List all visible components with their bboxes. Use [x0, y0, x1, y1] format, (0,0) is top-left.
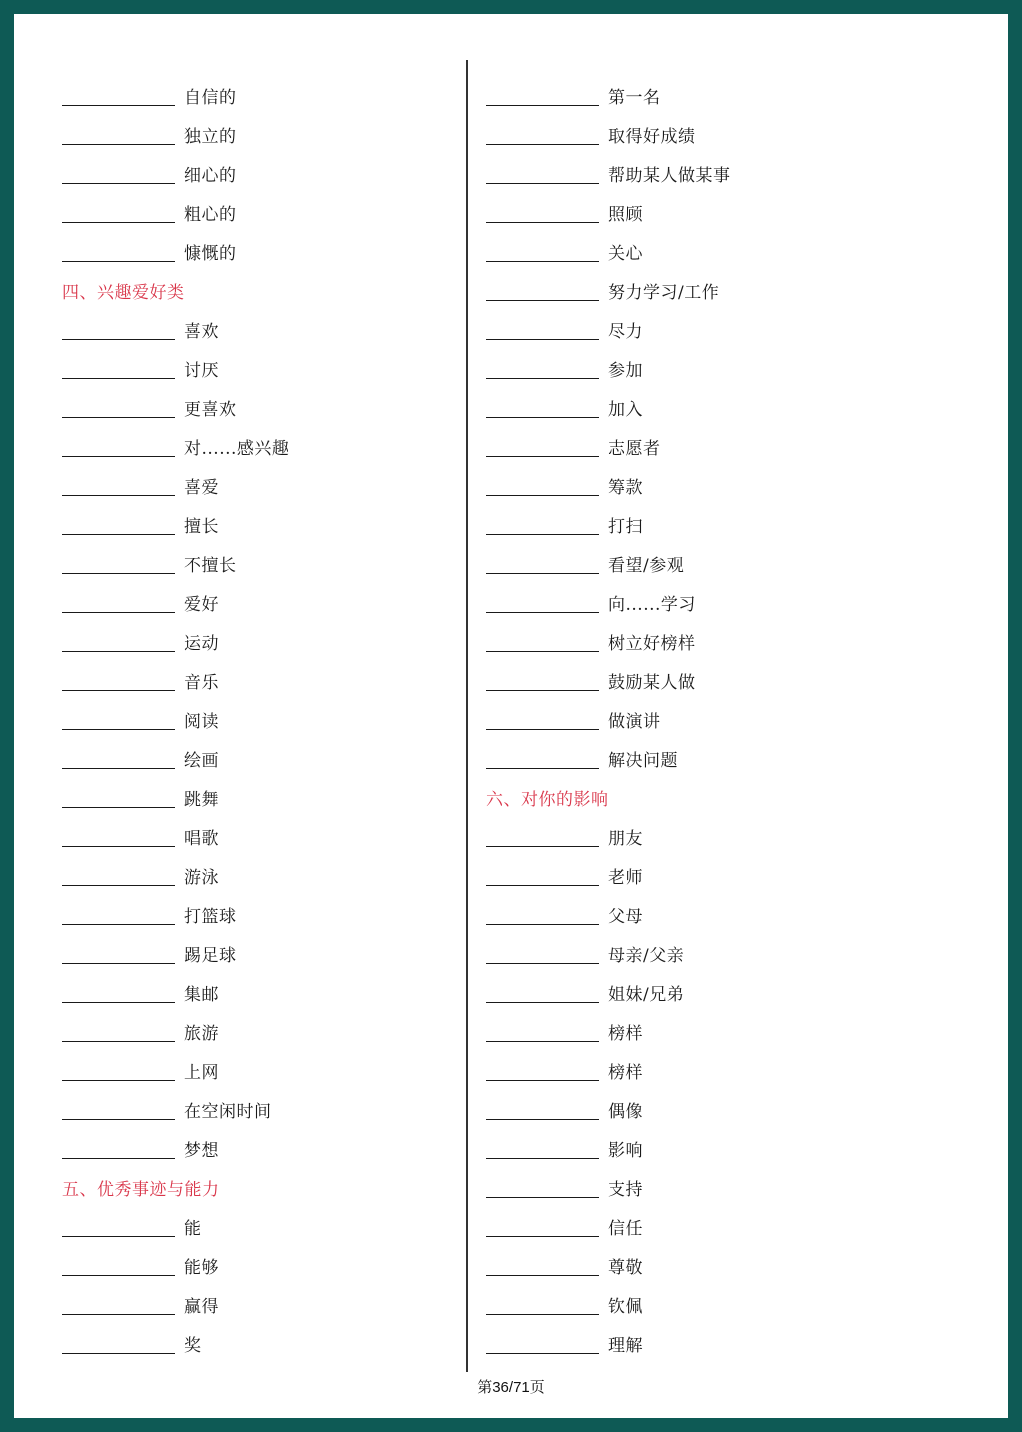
page-number: 第36/71页: [477, 1379, 545, 1396]
vocab-term: 更喜欢: [184, 400, 237, 420]
vocab-term: 讨厌: [184, 361, 219, 381]
vocab-row: [486, 856, 906, 895]
vocab-term: 集邮: [184, 985, 219, 1005]
vocab-row: [486, 154, 906, 193]
vocab-row: [486, 349, 906, 388]
answer-blank[interactable]: [62, 515, 175, 535]
vocab-term: 擅长: [184, 517, 219, 537]
vocab-row: [62, 505, 452, 544]
vocab-row: [62, 1012, 452, 1051]
answer-blank[interactable]: [62, 164, 175, 184]
vocab-row: [62, 778, 452, 817]
answer-blank[interactable]: [62, 1295, 175, 1315]
vocab-term: 打篮球: [184, 907, 237, 927]
answer-blank[interactable]: [486, 242, 599, 262]
vocab-row: [486, 1051, 906, 1090]
answer-blank[interactable]: [486, 944, 599, 964]
answer-blank[interactable]: [486, 749, 599, 769]
answer-blank[interactable]: [62, 359, 175, 379]
vocab-row: [62, 76, 452, 115]
vocab-row: [62, 1207, 452, 1246]
answer-blank[interactable]: [62, 983, 175, 1003]
vocab-term: 榜样: [608, 1063, 643, 1083]
vocab-term: 树立好榜样: [608, 634, 696, 654]
section-heading: [62, 271, 452, 310]
answer-blank[interactable]: [62, 905, 175, 925]
answer-blank[interactable]: [62, 554, 175, 574]
vocab-term: 独立的: [184, 127, 237, 147]
answer-blank[interactable]: [486, 86, 599, 106]
vocab-term: 粗心的: [184, 205, 237, 225]
vocab-term: 解决问题: [608, 751, 678, 771]
vocab-term: 奖: [184, 1336, 202, 1356]
vocab-row: [62, 1051, 452, 1090]
vocab-row: [62, 973, 452, 1012]
vocab-term: 喜欢: [184, 322, 219, 342]
vocab-row: [486, 271, 906, 310]
answer-blank[interactable]: [62, 944, 175, 964]
answer-blank[interactable]: [62, 788, 175, 808]
vocab-term: 加入: [608, 400, 643, 420]
vocab-term: 跳舞: [184, 790, 219, 810]
vocab-term: 旅游: [184, 1024, 219, 1044]
vocab-term: 做演讲: [608, 712, 661, 732]
vocab-term: 对......感兴趣: [184, 439, 290, 459]
vocab-term: 第一名: [608, 88, 661, 108]
answer-blank[interactable]: [486, 710, 599, 730]
vocab-row: [62, 1246, 452, 1285]
vocab-row: [486, 193, 906, 232]
vocab-term: 榜样: [608, 1024, 643, 1044]
vocab-row: [486, 739, 906, 778]
vocab-row: [62, 661, 452, 700]
answer-blank[interactable]: [62, 476, 175, 496]
answer-blank[interactable]: [62, 1139, 175, 1159]
vocab-row: [486, 973, 906, 1012]
vocab-term: 喜爱: [184, 478, 219, 498]
vocab-term: 梦想: [184, 1141, 219, 1161]
answer-blank[interactable]: [486, 1334, 599, 1354]
vocab-row: [486, 895, 906, 934]
vocab-row: [62, 1324, 452, 1363]
answer-blank[interactable]: [486, 905, 599, 925]
right-column: [486, 76, 906, 1363]
vocab-term: 尽力: [608, 322, 643, 342]
vocab-term: 能够: [184, 1258, 219, 1278]
vocab-term: 影响: [608, 1141, 643, 1161]
answer-blank[interactable]: [62, 1256, 175, 1276]
answer-blank[interactable]: [486, 125, 599, 145]
vocab-term: 绘画: [184, 751, 219, 771]
vocab-row: [486, 622, 906, 661]
vocab-row: [62, 388, 452, 427]
vocab-row: [486, 310, 906, 349]
column-divider: [466, 60, 468, 1372]
answer-blank[interactable]: [486, 1178, 599, 1198]
vocab-term: 音乐: [184, 673, 219, 693]
vocab-row: [486, 1168, 906, 1207]
vocab-row: [62, 466, 452, 505]
vocab-row: [62, 895, 452, 934]
answer-blank[interactable]: [62, 1022, 175, 1042]
vocab-term: 看望/参观: [608, 556, 685, 576]
vocab-row: [486, 1246, 906, 1285]
vocab-row: [486, 700, 906, 739]
section-heading: [62, 1168, 452, 1207]
answer-blank[interactable]: [486, 398, 599, 418]
section-heading-text: 五、优秀事迹与能力: [62, 1180, 220, 1200]
vocab-row: [486, 1324, 906, 1363]
vocab-row: [62, 1285, 452, 1324]
vocab-term: 慷慨的: [184, 244, 237, 264]
vocab-row: [486, 1285, 906, 1324]
answer-blank[interactable]: [486, 515, 599, 535]
answer-blank[interactable]: [486, 476, 599, 496]
vocab-row: [486, 505, 906, 544]
vocab-row: [486, 115, 906, 154]
vocab-term: 尊敬: [608, 1258, 643, 1278]
answer-blank[interactable]: [62, 866, 175, 886]
vocab-term: 打扫: [608, 517, 643, 537]
answer-blank[interactable]: [486, 359, 599, 379]
vocab-row: [62, 232, 452, 271]
answer-blank[interactable]: [486, 203, 599, 223]
vocab-term: 朋友: [608, 829, 643, 849]
vocab-row: [486, 544, 906, 583]
vocab-term: 母亲/父亲: [608, 946, 685, 966]
vocab-row: [486, 1012, 906, 1051]
vocab-term: 偶像: [608, 1102, 643, 1122]
left-column: [62, 76, 452, 1363]
answer-blank[interactable]: [62, 1217, 175, 1237]
vocab-row: [486, 817, 906, 856]
vocab-row: [486, 1129, 906, 1168]
vocab-term: 志愿者: [608, 439, 661, 459]
answer-blank[interactable]: [62, 398, 175, 418]
vocab-term: 游泳: [184, 868, 219, 888]
vocab-term: 踢足球: [184, 946, 237, 966]
answer-blank[interactable]: [486, 1256, 599, 1276]
vocab-term: 向......学习: [608, 595, 696, 615]
answer-blank[interactable]: [62, 242, 175, 262]
answer-blank[interactable]: [62, 86, 175, 106]
vocab-row: [62, 622, 452, 661]
section-heading: [486, 778, 906, 817]
answer-blank[interactable]: [62, 125, 175, 145]
vocab-term: 照顾: [608, 205, 643, 225]
answer-blank[interactable]: [62, 320, 175, 340]
section-heading-text: 六、对你的影响: [486, 790, 609, 810]
vocab-term: 筹款: [608, 478, 643, 498]
vocab-row: [486, 427, 906, 466]
vocab-term: 理解: [608, 1336, 643, 1356]
vocab-term: 取得好成绩: [608, 127, 696, 147]
answer-blank[interactable]: [486, 437, 599, 457]
vocab-term: 能: [184, 1219, 202, 1239]
vocab-term: 关心: [608, 244, 643, 264]
answer-blank[interactable]: [486, 593, 599, 613]
vocab-term: 姐妹/兄弟: [608, 985, 685, 1005]
vocab-term: 老师: [608, 868, 643, 888]
section-heading-text: 四、兴趣爱好类: [62, 283, 185, 303]
answer-blank[interactable]: [486, 1217, 599, 1237]
vocab-row: [62, 934, 452, 973]
vocab-term: 赢得: [184, 1297, 219, 1317]
vocab-row: [62, 115, 452, 154]
vocab-term: 钦佩: [608, 1297, 643, 1317]
vocab-term: 鼓励某人做: [608, 673, 696, 693]
answer-blank[interactable]: [62, 827, 175, 847]
answer-blank[interactable]: [62, 203, 175, 223]
vocab-term: 努力学习/工作: [608, 283, 720, 303]
vocab-term: 上网: [184, 1063, 219, 1083]
vocab-row: [486, 934, 906, 973]
vocab-row: [486, 583, 906, 622]
vocab-row: [486, 76, 906, 115]
answer-blank[interactable]: [486, 1139, 599, 1159]
vocab-term: 唱歌: [184, 829, 219, 849]
vocab-row: [62, 817, 452, 856]
vocab-term: 细心的: [184, 166, 237, 186]
answer-blank[interactable]: [62, 749, 175, 769]
answer-blank[interactable]: [62, 1100, 175, 1120]
vocab-row: [486, 661, 906, 700]
vocab-term: 帮助某人做某事: [608, 166, 731, 186]
vocab-term: 父母: [608, 907, 643, 927]
answer-blank[interactable]: [62, 593, 175, 613]
answer-blank[interactable]: [62, 671, 175, 691]
vocab-row: [62, 349, 452, 388]
vocab-row: [62, 193, 452, 232]
vocab-term: 爱好: [184, 595, 219, 615]
vocab-row: [486, 232, 906, 271]
answer-blank[interactable]: [62, 710, 175, 730]
vocab-row: [486, 1207, 906, 1246]
vocab-row: [486, 1090, 906, 1129]
vocab-row: [486, 466, 906, 505]
answer-blank[interactable]: [486, 1100, 599, 1120]
vocab-row: [62, 427, 452, 466]
answer-blank[interactable]: [486, 671, 599, 691]
vocab-row: [62, 856, 452, 895]
vocab-row: [62, 700, 452, 739]
answer-blank[interactable]: [62, 1334, 175, 1354]
answer-blank[interactable]: [486, 866, 599, 886]
vocab-row: [486, 388, 906, 427]
vocab-row: [62, 544, 452, 583]
answer-blank[interactable]: [486, 1022, 599, 1042]
answer-blank[interactable]: [486, 1295, 599, 1315]
vocab-term: 参加: [608, 361, 643, 381]
answer-blank[interactable]: [62, 1061, 175, 1081]
worksheet-page: [14, 14, 1008, 1418]
answer-blank[interactable]: [62, 632, 175, 652]
vocab-row: [62, 154, 452, 193]
vocab-term: 信任: [608, 1219, 643, 1239]
answer-blank[interactable]: [486, 281, 599, 301]
vocab-term: 阅读: [184, 712, 219, 732]
vocab-row: [62, 1090, 452, 1129]
vocab-row: [62, 1129, 452, 1168]
vocab-term: 在空闲时间: [184, 1102, 272, 1122]
answer-blank[interactable]: [486, 554, 599, 574]
vocab-row: [62, 310, 452, 349]
vocab-term: 不擅长: [184, 556, 237, 576]
vocab-term: 自信的: [184, 88, 237, 108]
answer-blank[interactable]: [486, 320, 599, 340]
answer-blank[interactable]: [486, 164, 599, 184]
vocab-term: 运动: [184, 634, 219, 654]
answer-blank[interactable]: [486, 1061, 599, 1081]
answer-blank[interactable]: [486, 827, 599, 847]
answer-blank[interactable]: [486, 983, 599, 1003]
vocab-row: [62, 583, 452, 622]
vocab-row: [62, 739, 452, 778]
answer-blank[interactable]: [62, 437, 175, 457]
vocab-term: 支持: [608, 1180, 643, 1200]
answer-blank[interactable]: [486, 632, 599, 652]
